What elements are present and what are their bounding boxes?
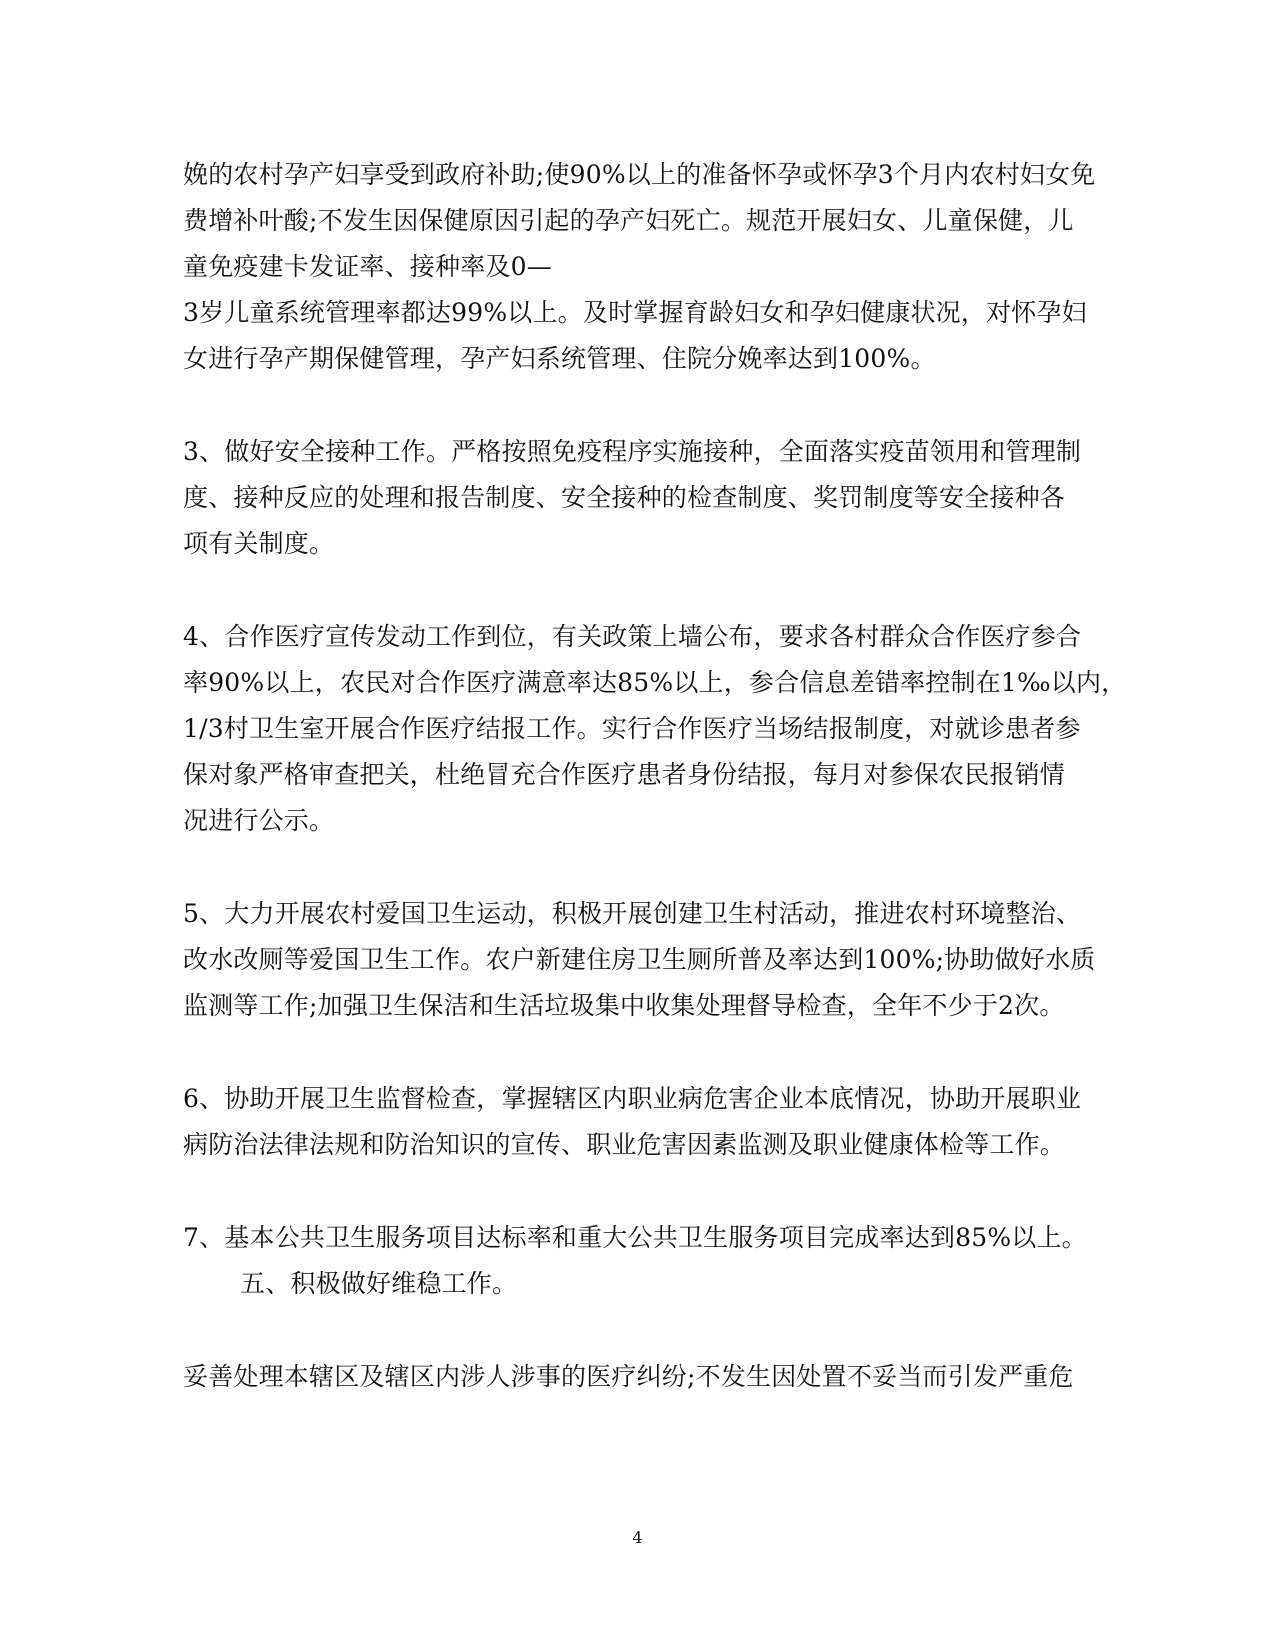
- text-line: 6、协助开展卫生监督检查，掌握辖区内职业病危害企业本底情况，协助开展职业: [183, 1084, 1082, 1113]
- text-line: 费增补叶酸;不发生因保健原因引起的孕产妇死亡。规范开展妇女、儿童保健，儿: [183, 206, 1074, 235]
- text-line: 4、合作医疗宣传发动工作到位，有关政策上墙公布，要求各村群众合作医疗参合: [183, 622, 1082, 651]
- text-line: 况进行公示。: [183, 806, 335, 835]
- text-line: 率90%以上，农民对合作医疗满意率达85%以上，参合信息差错率控制在1‰以内，: [183, 668, 1127, 697]
- text-line: 7、基本公共卫生服务项目达标率和重大公共卫生服务项目完成率达到85%以上。: [183, 1223, 1087, 1252]
- text-line: 3岁儿童系统管理率都达99%以上。及时掌握育龄妇女和孕妇健康状况，对怀孕妇: [183, 298, 1087, 327]
- text-line: 改水改厕等爱国卫生工作。农户新建住房卫生厕所普及率达到100%;协助做好水质: [183, 945, 1096, 974]
- text-line: 童免疫建卡发证率、接种率及0—: [183, 252, 552, 281]
- page-number: 4: [632, 1528, 643, 1547]
- text-line: 1/3村卫生室开展合作医疗结报工作。实行合作医疗当场结报制度，对就诊患者参: [183, 714, 1081, 743]
- text-line: 女进行孕产期保健管理，孕产妇系统管理、住院分娩率达到100%。: [183, 344, 936, 373]
- text-line: 5、大力开展农村爱国卫生运动，积极开展创建卫生村活动，推进农村环境整治、: [183, 899, 1082, 928]
- text-line: 妥善处理本辖区及辖区内涉人涉事的医疗纠纷;不发生因处置不妥当而引发严重危: [183, 1362, 1074, 1391]
- text-line: 3、做好安全接种工作。严格按照免疫程序实施接种，全面落实疫苗领用和管理制: [183, 437, 1082, 466]
- section-heading: 五、积极做好维稳工作。: [240, 1269, 518, 1298]
- text-line: 监测等工作;加强卫生保洁和生活垃圾集中收集处理督导检查，全年不少于2次。: [183, 991, 1065, 1020]
- text-line: 娩的农村孕产妇享受到政府补助;使90%以上的准备怀孕或怀孕3个月内农村妇女免: [183, 160, 1096, 189]
- text-line: 项有关制度。: [183, 529, 335, 558]
- text-line: 度、接种反应的处理和报告制度、安全接种的检查制度、奖罚制度等安全接种各: [183, 483, 1066, 512]
- text-line: 保对象严格审查把关，杜绝冒充合作医疗患者身份结报，每月对参保农民报销情: [183, 760, 1066, 789]
- text-line: 病防治法律法规和防治知识的宣传、职业危害因素监测及职业健康体检等工作。: [183, 1130, 1066, 1159]
